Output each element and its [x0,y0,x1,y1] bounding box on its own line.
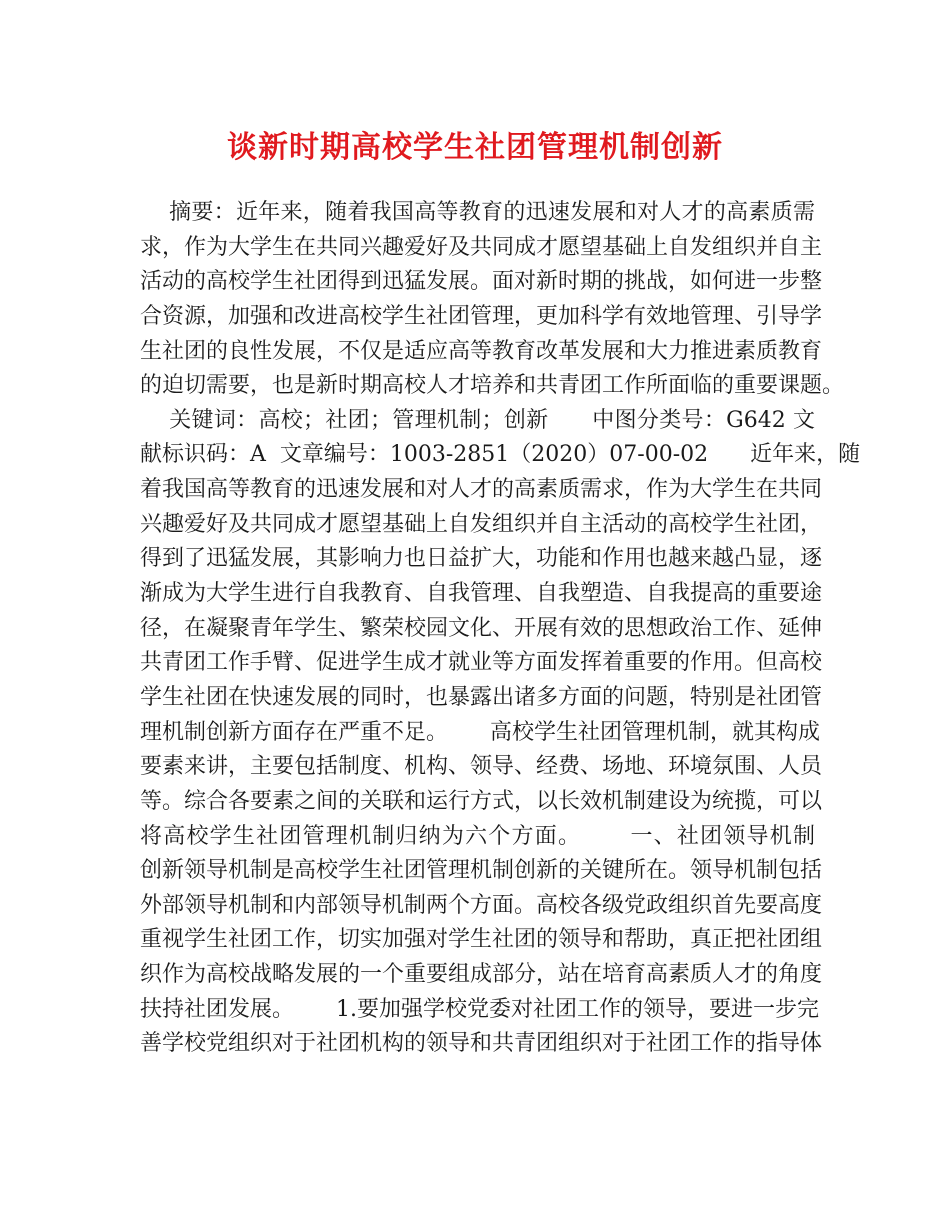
body-line: 径，在凝聚青年学生、繁荣校园文化、开展有效的思想政治工作、延伸 [140,615,823,641]
body-line: 创新领导机制是高校学生社团管理机制创新的关键所在。领导机制包括 [140,858,823,884]
body-line: 外部领导机制和内部领导机制两个方面。高校各级党政组织首先要高度 [140,892,823,918]
body-line: 理机制创新方面存在严重不足。 高校学生社团管理机制，就其构成 [140,719,820,745]
body-line: 扶持社团发展。 1.要加强学校党委对社团工作的领导，要进一步完 [140,996,819,1022]
body-line: 摘要：近年来，随着我国高等教育的迅速发展和对人才的高素质需 [140,200,815,225]
body-line: 要素来讲，主要包括制度、机构、领导、经费、场地、环境氛围、人员 [140,754,823,780]
body-line: 着我国高等教育的迅速发展和对人才的高素质需求，作为大学生在共同 [140,477,823,503]
body-line: 渐成为大学生进行自我教育、自我管理、自我塑造、自我提高的重要途 [140,581,823,607]
body-line: 得到了迅猛发展，其影响力也日益扩大，功能和作用也越来越凸显，逐 [140,546,823,572]
document-title: 谈新时期高校学生社团管理机制创新 [227,130,723,165]
body-line: 求，作为大学生在共同兴趣爱好及共同成才愿望基础上自发组织并自主 [140,234,823,260]
body-line: 将高校学生社团管理机制归纳为六个方面。 一、社团领导机制 [140,823,815,849]
body-line: 活动的高校学生社团得到迅猛发展。面对新时期的挑战，如何进一步整 [140,269,823,295]
body-line: 学生社团在快速发展的同时，也暴露出诸多方面的问题，特别是社团管 [140,684,823,710]
body-line: 生社团的良性发展，不仅是适应高等教育改革发展和大力推进素质教育 [140,338,823,364]
body-line: 善学校党组织对于社团机构的领导和共青团组织对于社团工作的指导体 [140,1031,823,1057]
body-line: 的迫切需要，也是新时期高校人才培养和共青团工作所面临的重要课题。 [140,373,845,399]
body-line: 关键词：高校；社团；管理机制；创新 中图分类号：G642 文 [140,407,815,433]
body-line: 重视学生社团工作，切实加强对学生社团的领导和帮助，真正把社团组 [140,927,823,953]
body-line: 织作为高校战略发展的一个重要组成部分，站在培育高素质人才的角度 [140,962,823,988]
body-line: 合资源，加强和改进高校学生社团管理，更加科学有效地管理、引导学 [140,303,823,329]
body-line: 献标识码：A 文章编号：1003-2851（2020）07-00-02 近年来，随 [140,442,861,468]
body-line: 兴趣爱好及共同成才愿望基础上自发组织并自主活动的高校学生社团， [140,511,823,537]
body-line: 等。综合各要素之间的关联和运行方式，以长效机制建设为统揽，可以 [140,788,823,814]
document-body [140,196,861,1062]
body-line: 共青团工作手臂、促进学生成才就业等方面发挥着重要的作用。但高校 [140,650,823,676]
